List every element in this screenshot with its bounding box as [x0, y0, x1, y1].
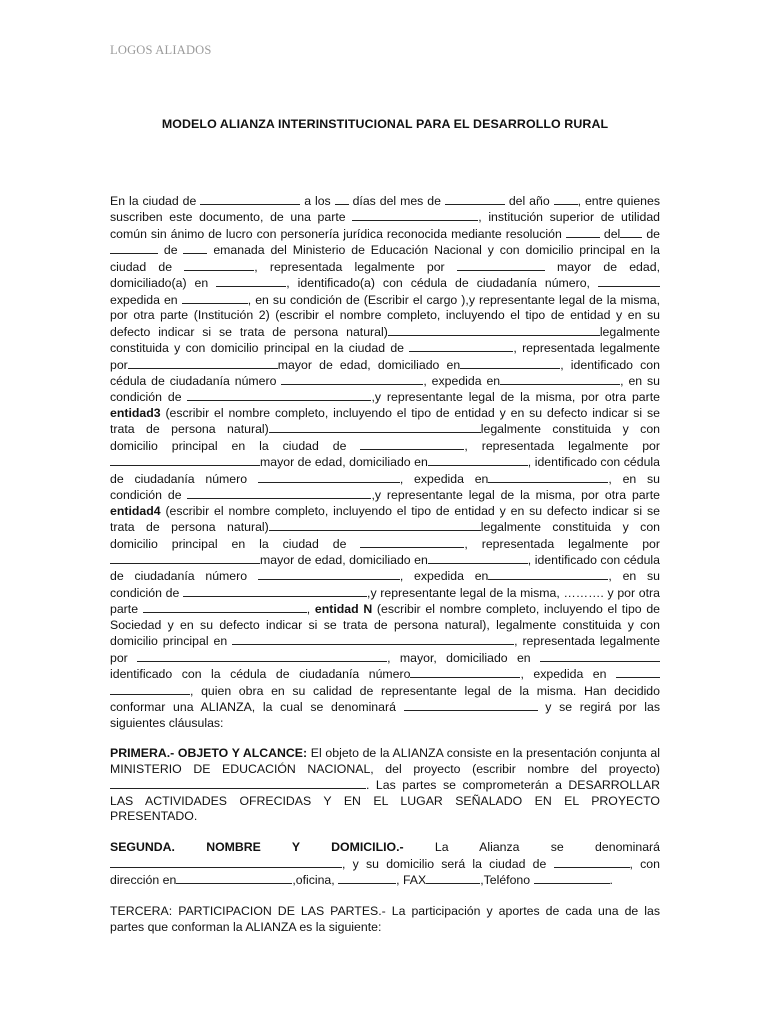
- blank-field: [110, 856, 342, 868]
- blank-field: [258, 568, 400, 580]
- blank-field: [388, 324, 600, 336]
- blank-field: [184, 259, 254, 271]
- document-title: MODELO ALIANZA INTERINSTITUCIONAL PARA EL DESARROLLO RURAL: [161, 117, 609, 131]
- blank-field: [426, 872, 480, 884]
- blank-field: [338, 872, 396, 884]
- blank-field: [232, 633, 514, 645]
- blank-field: [428, 454, 528, 466]
- blank-field: [460, 357, 560, 369]
- blank-field: [281, 373, 423, 385]
- blank-field: [128, 357, 278, 369]
- blank-field: [183, 585, 367, 597]
- blank-field: [410, 666, 520, 678]
- blank-field: [488, 568, 608, 580]
- blank-field: [176, 872, 292, 884]
- opening-paragraph: En la ciudad de a los días del mes de del año , entre quienes suscriben este documento, de una parte , institución superior de utilidad común sin ánimo de lucro con personería jurídica reconocida mediante resolución del de de emanada del Ministerio de Educación Nacional y con domicilio principal en la ciudad de , representada legalmente por mayor de edad, domiciliado(a) en , identificado(a) con cédula de ciudadanía número, expedida en , en su condición de (Escribir el cargo ),y representante legal de la misma, por otra parte (Institución 2) (escribir el nombre completo, incluyendo el tipo de entidad y en su defecto indicar si se trata de persona natural) legalmente constituida y con domicilio principal en la ciudad de , representada legalmente por mayor de edad, domiciliado en , identificado con cédula de ciudadanía número , expedida en , en su condición de ,y representante legal de la misma, por otra parte entidad3 (escribir el nombre completo, incluyendo el tipo de entidad y en su defecto indicar si se trata de persona natural) legalmente constituida y con domicilio principal en la ciudad de , representada legalmente pormayor de edad, domiciliado en , identificado con cédula de ciudadanía número , expedida en , en su condición de ,y representante legal de la misma, por otra parte entidad4 (escribir el nombre completo, incluyendo el tipo de entidad y en su defecto indicar si se trata de persona natural) legalmente constituida y con domicilio principal en la ciudad de , representada legalmente pormayor de edad, domiciliado en , identificado con cédula de ciudadanía número , expedida en , en su condición de ,y representante legal de la misma, ………. y por otra parte , entidad N (escribir el nombre completo, incluyendo el tipo de Sociedad y en su defecto indicar si se trata de persona natural), legalmente constituida y con domicilio principal en , representada legalmente por , mayor, domiciliado en identificado con la cédula de ciudadanía número , expedida en , quien obra en su calidad de representante legal de la misma. Han decidido conformar una ALIANZA, la cual se denominará y se regirá por las siguientes cláusulas:: [110, 194, 661, 730]
- blank-field: [500, 373, 620, 385]
- blank-field: [187, 487, 371, 499]
- blank-field: [216, 275, 286, 287]
- blank-field: [554, 856, 630, 868]
- blank-field: [554, 193, 578, 205]
- blank-field: [360, 438, 464, 450]
- blank-field: [598, 275, 660, 287]
- blank-field: [352, 209, 478, 221]
- blank-field: [488, 471, 608, 483]
- blank-field: [187, 389, 371, 401]
- blank-field: [258, 471, 400, 483]
- blank-field: [182, 292, 248, 304]
- logos-placeholder: LOGOS ALIADOS: [110, 43, 212, 57]
- blank-field: [616, 666, 660, 678]
- blank-field: [137, 650, 387, 662]
- clause-tercera: TERCERA: PARTICIPACION DE LAS PARTES.- La participación y aportes de cada una de las partes que conforman la ALIANZA es la siguiente:: [110, 904, 660, 934]
- blank-field: [360, 536, 464, 548]
- blank-field: [428, 552, 528, 564]
- blank-field: [183, 242, 207, 254]
- blank-field: [110, 552, 260, 564]
- blank-field: [445, 193, 505, 205]
- blank-field: [269, 519, 481, 531]
- blank-field: [404, 699, 538, 711]
- blank-field: [200, 193, 300, 205]
- blank-field: [143, 601, 307, 613]
- blank-field: [620, 226, 642, 238]
- clause-primera: PRIMERA.- OBJETO Y ALCANCE: El objeto de la ALIANZA consiste en la presentación conjunta al MINISTERIO DE EDUCACIÓN NACIONAL, del proyecto (escribir nombre del proyecto) . Las partes se comprometerán a DESARROLLAR LAS ACTIVIDADES OFRECIDAS Y EN EL LUGAR SEÑALADO EN EL PROYECTO PRESENTADO.: [110, 746, 660, 824]
- blank-field: [566, 226, 600, 238]
- clause-segunda: SEGUNDA. NOMBRE Y DOMICILIO.- La Alianza se denominará , y su domicilio será la ciudad de , con dirección en ,oficina, , FAX ,Teléfono .: [110, 840, 660, 888]
- blank-field: [110, 683, 190, 695]
- blank-field: [534, 872, 610, 884]
- blank-field: [110, 777, 366, 789]
- blank-field: [335, 193, 349, 205]
- blank-field: [540, 650, 660, 662]
- blank-field: [269, 421, 481, 433]
- blank-field: [110, 242, 158, 254]
- document-body: [110, 193, 660, 935]
- blank-field: [110, 454, 260, 466]
- blank-field: [457, 259, 545, 271]
- blank-field: [409, 340, 513, 352]
